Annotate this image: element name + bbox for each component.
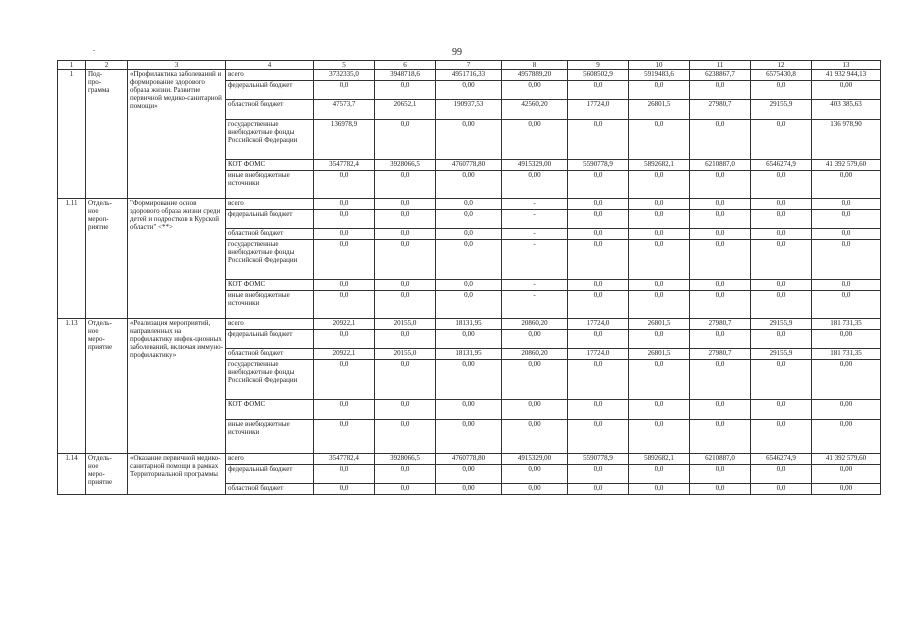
amount-cell: 0,0: [690, 210, 751, 229]
amount-cell: 0,0: [375, 240, 436, 280]
amount-cell: 0,0: [314, 280, 375, 291]
amount-cell: 0,00: [812, 171, 881, 199]
amount-cell: 3928066,5: [375, 454, 436, 465]
amount-cell: 0,0: [812, 229, 881, 240]
amount-cell: -: [502, 280, 568, 291]
amount-cell: 29155,9: [751, 349, 812, 360]
funding-source: всего: [226, 319, 314, 330]
amount-cell: 0,0: [629, 291, 690, 319]
amount-cell: 4957889,20: [502, 70, 568, 81]
amount-cell: 0,0: [751, 240, 812, 280]
amount-cell: 0,0: [751, 120, 812, 160]
amount-cell: 0,0: [314, 171, 375, 199]
amount-cell: 0,0: [375, 81, 436, 100]
amount-cell: -: [502, 291, 568, 319]
amount-cell: 0,0: [568, 400, 629, 420]
amount-cell: 0,0: [812, 210, 881, 229]
column-header: 8: [502, 61, 568, 70]
amount-cell: 0,0: [314, 210, 375, 229]
amount-cell: 0,00: [812, 484, 881, 495]
amount-cell: 0,0: [568, 171, 629, 199]
amount-cell: 0,0: [436, 291, 502, 319]
amount-cell: 0,0: [314, 360, 375, 400]
amount-cell: 0,0: [629, 81, 690, 100]
amount-cell: 26801,5: [629, 319, 690, 330]
amount-cell: 26801,5: [629, 100, 690, 120]
amount-cell: 0,00: [436, 81, 502, 100]
amount-cell: 0,00: [812, 330, 881, 349]
amount-cell: 0,0: [568, 81, 629, 100]
amount-cell: 0,0: [690, 171, 751, 199]
item-number: 1.11: [58, 199, 86, 319]
amount-cell: 0,0: [436, 240, 502, 280]
page-number: 99: [452, 47, 462, 58]
column-header-row: [58, 61, 881, 70]
amount-cell: 6546274,9: [751, 454, 812, 465]
amount-cell: 3928066,5: [375, 160, 436, 171]
amount-cell: 18131,95: [436, 349, 502, 360]
item-name: «Реализация мероприятий, направленных на профилактику инфек-ционных заболеваний, включая иммуно-профилактику»: [128, 319, 226, 454]
amount-cell: 0,0: [568, 280, 629, 291]
amount-cell: 0,0: [568, 120, 629, 160]
amount-cell: 5919483,6: [629, 70, 690, 81]
amount-cell: 0,0: [375, 199, 436, 210]
amount-cell: 0,0: [629, 330, 690, 349]
amount-cell: 403 385,63: [812, 100, 881, 120]
amount-cell: 0,00: [436, 120, 502, 160]
amount-cell: 4915329,00: [502, 454, 568, 465]
column-header: 12: [751, 61, 812, 70]
amount-cell: 0,00: [436, 400, 502, 420]
amount-cell: 0,0: [375, 210, 436, 229]
amount-cell: 5590778,9: [568, 454, 629, 465]
amount-cell: 6210887,0: [690, 454, 751, 465]
amount-cell: 0,0: [314, 330, 375, 349]
amount-cell: 0,0: [375, 330, 436, 349]
column-header: 7: [436, 61, 502, 70]
amount-cell: 0,00: [436, 420, 502, 454]
amount-cell: 0,0: [751, 400, 812, 420]
amount-cell: 0,0: [751, 420, 812, 454]
item-type: Под- про- грамма: [86, 70, 128, 199]
amount-cell: 0,00: [812, 360, 881, 400]
amount-cell: 0,0: [568, 420, 629, 454]
amount-cell: 0,0: [812, 199, 881, 210]
column-header: 1: [58, 61, 86, 70]
column-header: 9: [568, 61, 629, 70]
amount-cell: 0,0: [751, 199, 812, 210]
amount-cell: 4760778,80: [436, 454, 502, 465]
amount-cell: 0,0: [568, 484, 629, 495]
amount-cell: 20922,1: [314, 349, 375, 360]
amount-cell: 0,0: [690, 400, 751, 420]
amount-cell: 4951716,33: [436, 70, 502, 81]
funding-source: государственные внебюджетные фонды Российской Федерации: [226, 120, 314, 160]
amount-cell: 0,0: [568, 291, 629, 319]
amount-cell: 0,0: [751, 210, 812, 229]
amount-cell: 0,0: [690, 330, 751, 349]
amount-cell: 181 731,35: [812, 349, 881, 360]
funding-source: государственные внебюджетные фонды Российской Федерации: [226, 360, 314, 400]
funding-source: иные внебюджетные источники: [226, 291, 314, 319]
amount-cell: -: [502, 229, 568, 240]
amount-cell: 6546274,9: [751, 160, 812, 171]
amount-cell: 0,0: [375, 484, 436, 495]
amount-cell: 0,0: [751, 171, 812, 199]
funding-source: иные внебюджетные источники: [226, 420, 314, 454]
amount-cell: 0,0: [629, 400, 690, 420]
funding-source: федеральный бюджет: [226, 330, 314, 349]
budget-table-container: [57, 60, 880, 495]
funding-source: областной бюджет: [226, 484, 314, 495]
amount-cell: 0,00: [502, 465, 568, 484]
amount-cell: 0,0: [314, 291, 375, 319]
item-name: "Формирование основ здорового образа жизни среди детей и подростков в Курской области" <**>: [128, 199, 226, 319]
amount-cell: 0,0: [751, 229, 812, 240]
funding-source: иные внебюджетные источники: [226, 171, 314, 199]
amount-cell: 20652,1: [375, 100, 436, 120]
amount-cell: 27980,7: [690, 319, 751, 330]
amount-cell: 0,0: [629, 465, 690, 484]
amount-cell: 0,00: [502, 120, 568, 160]
amount-cell: 0,0: [375, 171, 436, 199]
amount-cell: 0,00: [502, 330, 568, 349]
amount-cell: 0,0: [568, 240, 629, 280]
amount-cell: 0,0: [314, 420, 375, 454]
funding-source: областной бюджет: [226, 229, 314, 240]
amount-cell: 41 392 579,60: [812, 160, 881, 171]
amount-cell: 27980,7: [690, 100, 751, 120]
column-header: 11: [690, 61, 751, 70]
amount-cell: 0,0: [629, 120, 690, 160]
amount-cell: 0,0: [436, 280, 502, 291]
amount-cell: 42560,20: [502, 100, 568, 120]
column-header: 13: [812, 61, 881, 70]
table-row: [58, 199, 881, 210]
funding-source: государственные внебюджетные фонды Российской Федерации: [226, 240, 314, 280]
amount-cell: 0,0: [751, 280, 812, 291]
amount-cell: 0,00: [812, 465, 881, 484]
amount-cell: 0,0: [812, 240, 881, 280]
amount-cell: 41 392 579,60: [812, 454, 881, 465]
amount-cell: 0,0: [812, 291, 881, 319]
amount-cell: 0,0: [568, 330, 629, 349]
amount-cell: 0,0: [690, 120, 751, 160]
column-header: 4: [226, 61, 314, 70]
amount-cell: 20155,0: [375, 349, 436, 360]
amount-cell: 0,0: [629, 360, 690, 400]
amount-cell: 0,0: [690, 240, 751, 280]
amount-cell: 5608502,9: [568, 70, 629, 81]
amount-cell: 20155,0: [375, 319, 436, 330]
funding-source: областной бюджет: [226, 100, 314, 120]
amount-cell: 0,0: [690, 81, 751, 100]
amount-cell: 0,00: [502, 360, 568, 400]
funding-source: КОТ ФОМС: [226, 160, 314, 171]
funding-source: всего: [226, 70, 314, 81]
amount-cell: 0,0: [690, 465, 751, 484]
amount-cell: 26801,5: [629, 349, 690, 360]
item-type: Отдель- ное мероп- риятие: [86, 199, 128, 319]
amount-cell: 0,0: [375, 229, 436, 240]
amount-cell: 0,0: [375, 400, 436, 420]
amount-cell: 0,00: [436, 484, 502, 495]
amount-cell: 4915329,00: [502, 160, 568, 171]
table-row: [58, 70, 881, 81]
amount-cell: 0,0: [812, 280, 881, 291]
budget-table: [57, 60, 881, 495]
funding-source: федеральный бюджет: [226, 81, 314, 100]
funding-source: КОТ ФОМС: [226, 280, 314, 291]
amount-cell: 0,0: [751, 484, 812, 495]
amount-cell: -: [502, 240, 568, 280]
amount-cell: 0,00: [502, 171, 568, 199]
amount-cell: 3547782,4: [314, 454, 375, 465]
amount-cell: 0,0: [629, 420, 690, 454]
amount-cell: 0,0: [690, 291, 751, 319]
amount-cell: 6575430,8: [751, 70, 812, 81]
amount-cell: 0,00: [436, 465, 502, 484]
column-header: 2: [86, 61, 128, 70]
amount-cell: 3732335,0: [314, 70, 375, 81]
amount-cell: 0,0: [629, 280, 690, 291]
amount-cell: 0,0: [629, 199, 690, 210]
amount-cell: 0,0: [314, 199, 375, 210]
amount-cell: 0,0: [629, 229, 690, 240]
amount-cell: 0,0: [629, 240, 690, 280]
amount-cell: 5590778,9: [568, 160, 629, 171]
amount-cell: 0,0: [751, 81, 812, 100]
amount-cell: 0,0: [690, 360, 751, 400]
amount-cell: 0,0: [314, 484, 375, 495]
column-header: 6: [375, 61, 436, 70]
amount-cell: 5892682,1: [629, 160, 690, 171]
amount-cell: 0,00: [502, 400, 568, 420]
amount-cell: 0,0: [314, 81, 375, 100]
amount-cell: 3948718,6: [375, 70, 436, 81]
scan-speck: .: [93, 44, 95, 53]
amount-cell: 0,0: [568, 199, 629, 210]
amount-cell: 0,0: [629, 210, 690, 229]
amount-cell: 0,0: [690, 199, 751, 210]
amount-cell: 6238867,7: [690, 70, 751, 81]
column-header: 3: [128, 61, 226, 70]
amount-cell: 0,0: [375, 420, 436, 454]
amount-cell: 0,0: [690, 484, 751, 495]
funding-source: КОТ ФОМС: [226, 400, 314, 420]
amount-cell: 18131,95: [436, 319, 502, 330]
amount-cell: 0,0: [314, 465, 375, 484]
amount-cell: 0,0: [690, 280, 751, 291]
amount-cell: 41 932 944,13: [812, 70, 881, 81]
amount-cell: -: [502, 210, 568, 229]
amount-cell: 0,0: [568, 229, 629, 240]
amount-cell: 0,0: [751, 465, 812, 484]
amount-cell: 27980,7: [690, 349, 751, 360]
amount-cell: -: [502, 199, 568, 210]
amount-cell: 0,0: [314, 240, 375, 280]
funding-source: областной бюджет: [226, 349, 314, 360]
amount-cell: 0,00: [436, 360, 502, 400]
amount-cell: 136978,9: [314, 120, 375, 160]
amount-cell: 17724,0: [568, 100, 629, 120]
amount-cell: 17724,0: [568, 319, 629, 330]
amount-cell: 0,0: [751, 330, 812, 349]
amount-cell: 3547782,4: [314, 160, 375, 171]
amount-cell: 0,00: [502, 484, 568, 495]
amount-cell: 47573,7: [314, 100, 375, 120]
table-row: [58, 319, 881, 330]
amount-cell: 6210887,0: [690, 160, 751, 171]
amount-cell: 0,0: [375, 465, 436, 484]
amount-cell: 0,0: [436, 210, 502, 229]
amount-cell: 0,0: [568, 360, 629, 400]
amount-cell: 0,00: [812, 420, 881, 454]
amount-cell: 5892682,1: [629, 454, 690, 465]
item-number: 1.14: [58, 454, 86, 495]
amount-cell: 0,0: [436, 229, 502, 240]
table-row: [58, 454, 881, 465]
amount-cell: 136 978,90: [812, 120, 881, 160]
amount-cell: 0,00: [502, 81, 568, 100]
amount-cell: 0,0: [629, 171, 690, 199]
amount-cell: 29155,9: [751, 319, 812, 330]
item-name: «Профилактика заболеваний и формирование здорового образа жизни. Развитие первичной медико-санитарной помощи»: [128, 70, 226, 199]
amount-cell: 17724,0: [568, 349, 629, 360]
item-type: Отдель- ное меро- приятие: [86, 454, 128, 495]
amount-cell: 4760778,80: [436, 160, 502, 171]
amount-cell: 0,0: [690, 420, 751, 454]
amount-cell: 0,0: [568, 210, 629, 229]
amount-cell: 0,0: [751, 291, 812, 319]
item-number: 1.13: [58, 319, 86, 454]
amount-cell: 0,0: [375, 291, 436, 319]
amount-cell: 0,0: [690, 229, 751, 240]
amount-cell: 190937,53: [436, 100, 502, 120]
amount-cell: 0,00: [436, 330, 502, 349]
amount-cell: 181 731,35: [812, 319, 881, 330]
amount-cell: 0,0: [314, 229, 375, 240]
amount-cell: 0,0: [314, 400, 375, 420]
amount-cell: 29155,9: [751, 100, 812, 120]
item-type: Отдель- ное меро- приятие: [86, 319, 128, 454]
amount-cell: 0,00: [812, 81, 881, 100]
amount-cell: 20860,20: [502, 319, 568, 330]
funding-source: всего: [226, 199, 314, 210]
amount-cell: 0,00: [812, 400, 881, 420]
amount-cell: 0,00: [436, 171, 502, 199]
funding-source: федеральный бюджет: [226, 465, 314, 484]
funding-source: всего: [226, 454, 314, 465]
amount-cell: 0,0: [436, 199, 502, 210]
amount-cell: 0,0: [375, 280, 436, 291]
amount-cell: 0,0: [751, 360, 812, 400]
column-header: 10: [629, 61, 690, 70]
column-header: 5: [314, 61, 375, 70]
amount-cell: 20922,1: [314, 319, 375, 330]
amount-cell: 0,0: [375, 360, 436, 400]
amount-cell: 0,0: [629, 484, 690, 495]
item-name: «Оказание первичной медико-санитарной помощи в рамках Территориальной программы: [128, 454, 226, 495]
amount-cell: 0,00: [502, 420, 568, 454]
funding-source: федеральный бюджет: [226, 210, 314, 229]
amount-cell: 0,0: [568, 465, 629, 484]
item-number: 1: [58, 70, 86, 199]
amount-cell: 20860,20: [502, 349, 568, 360]
amount-cell: 0,0: [375, 120, 436, 160]
